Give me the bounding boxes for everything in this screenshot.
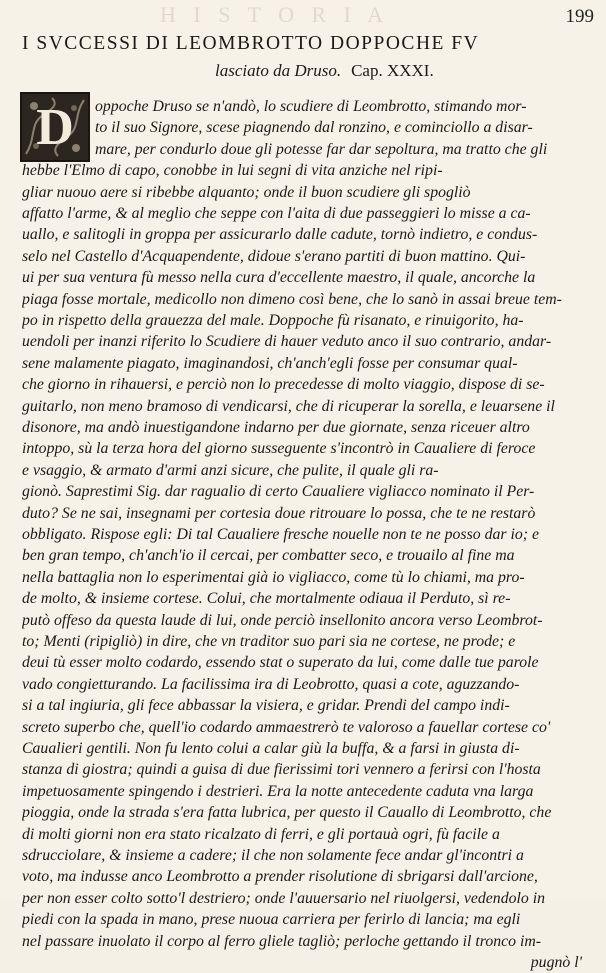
- text-line: per non esser colto sotto'l destriero; onde l'auuersario nel riuolgersi, vedendolo in: [22, 889, 546, 907]
- text-line: to; Menti (ripigliò) in dire, che vn traditor suo pari sia ne cortese, ne prode; e: [22, 633, 516, 650]
- text-line: e vsaggio, & armato d'armi anzi sicure, che pulite, il quale gli ra-: [22, 461, 439, 479]
- ornamental-initial: [20, 92, 90, 162]
- text-line: gionò. Saprestimi Sig. dar ragualio di certo Caualiere vigliacco nominato il Per-: [22, 483, 535, 501]
- chapter-label: Cap. XXXI.: [351, 61, 434, 80]
- text-line: de molto, & insieme cortese. Colui, che mortalmente odiaua il Perduto, sì re-: [22, 590, 511, 608]
- text-line: selo nel Castello d'Acquapendente, didoue s'erano partiti di buon mattino. Qui-: [22, 247, 526, 265]
- text-line: pioggia, onde la strada s'era fatta lubrica, per questo il Cauallo di Leombrotto, che: [22, 804, 552, 822]
- page-number: 199: [565, 6, 594, 27]
- drop-cap-letter: D: [36, 98, 74, 156]
- text-line: disonore, ma andò inuestigandone indarno per due giornate, senza riceuer altro: [22, 419, 530, 436]
- text-line: uendoli per inanzi riferito lo Scudiere di hauer veduto anco il suo contrario, andar-: [22, 333, 552, 351]
- text-line: po in rispetto della grauezza del male. Doppoche fù risanato, e rinuigorito, ha-: [22, 312, 524, 329]
- text-line: vado congietturando. La facilissima ira di Leobrotto, quasi a cote, aguzzando-: [22, 675, 520, 693]
- text-line: stanza di giostra; quindi a guisa di due fierissimi tori vennero a ferirsi con l'hosta: [22, 761, 541, 779]
- chapter-heading: I SVCCESSI DI LEOMBROTTO DOPPOCHE FV: [22, 33, 480, 54]
- text-line: che giorno in rihauersi, e perciò non lo precedesse di molto viaggio, dispose di se-: [22, 376, 545, 394]
- text-line: piedi con la spada in mano, prese nuoua carriera per ferirlo di lancia; ma egli: [22, 911, 521, 929]
- text-line: sene malamente piagato, imaginandosi, ch'anch'egli fosse per consumar qual-: [22, 354, 518, 372]
- text-line: impetuosamente spingendo i destrieri. Era la notte antecedente caduta vna larga: [22, 782, 534, 800]
- text-line: deui tù esser molto codardo, essendo stat o superato da lui, come dalle tue parole: [22, 654, 539, 672]
- text-line: Caualieri gentili. Non fu lento colui a calar giù la buffa, & a farsi in giusta di-: [22, 740, 520, 757]
- text-line: nella battaglia non lo esperimentai già io vigliacco, come tù lo chiami, ma pro-: [22, 568, 525, 586]
- chapter-subheading-text: lasciato da Druso.: [215, 61, 342, 80]
- chapter-subheading: [215, 61, 434, 81]
- text-line: nel passare inuolato il corpo al ferro gliele tagliò; perloche gettando il tronco im-: [22, 932, 542, 950]
- text-line: hebbe l'Elmo di capo, conobbe in lui segni di vita anziche nel ripi-: [22, 162, 443, 180]
- text-line: putò offeso da questa laude di lui, onde perciò insellonito ancora verso Leombrot-: [22, 611, 543, 629]
- text-line: oppoche Druso se n'andò, lo scudiere di Leombrotto, stimando mor-: [95, 98, 527, 115]
- text-line: affatto l'arme, & al meglio che seppe con l'aita di due passeggieri lo misse a ca-: [22, 205, 531, 222]
- text-line: piaga fosse mortale, medicollo non dimeno così bene, che lo sanò in assai breue tem-: [22, 290, 562, 308]
- text-line: obbligato. Rispose egli: Di tal Caualiere fresche nouelle non te ne posso dar io; e: [22, 526, 539, 543]
- text-line: to il suo Signore, scese piagnendo dal ronzino, e cominciollo a disar-: [95, 119, 533, 137]
- text-line: guitarlo, non meno bramoso di vendicarsi, che di ricuperar la sorella, e leuarsene il: [22, 397, 555, 415]
- text-line: gliar nuouo aere si ribebbe alquanto; onde il buon scudiere gli spogliò: [22, 183, 471, 201]
- text-line: uallo, e salitogli in groppa per assicurarlo dalle cadute, tornò indietro, e condus-: [22, 226, 538, 244]
- text-line: intoppo, sù la terza hora del giorno susseguente s'incontrò in Caualiere di feroce: [22, 440, 536, 458]
- bleed-through-text: H I S T O R I A: [160, 2, 390, 27]
- text-line: screto superbo che, quell'io codardo ammaestrerò te valoroso a fauellar cortese co': [22, 718, 551, 736]
- text-line: pugnò l': [530, 954, 582, 971]
- text-line: di molti giorni non era stato ricalzato di ferri, e gli portauà ogri, fù facile a: [22, 825, 500, 843]
- text-line: si a tal ingiuria, gli fece abbassar la visiera, e gridar. Prendi del campo indi-: [22, 697, 510, 715]
- text-line: mare, per condurlo doue gli potesse far dar sepoltura, ma tratto che gli: [95, 140, 548, 158]
- text-line: voto, ma indusse anco Leombrotto a prender risolutione di sbrigarsi dall'arcione,: [22, 868, 538, 886]
- text-line: ben gran tempo, ch'anch'io il cercai, per combatter seco, e trouailo al fine ma: [22, 547, 515, 565]
- text-line: duto? Se ne sai, insegnami per cortesia doue ritrouare lo possa, che te ne restarò: [22, 504, 536, 522]
- text-line: sdrucciolare, & insieme a cadere; il che non solamente fece andar gl'incontri a: [22, 847, 524, 864]
- text-line: ui per sua ventura fù messo nella cura d'eccellente maestro, il quale, ancorche la: [22, 269, 536, 287]
